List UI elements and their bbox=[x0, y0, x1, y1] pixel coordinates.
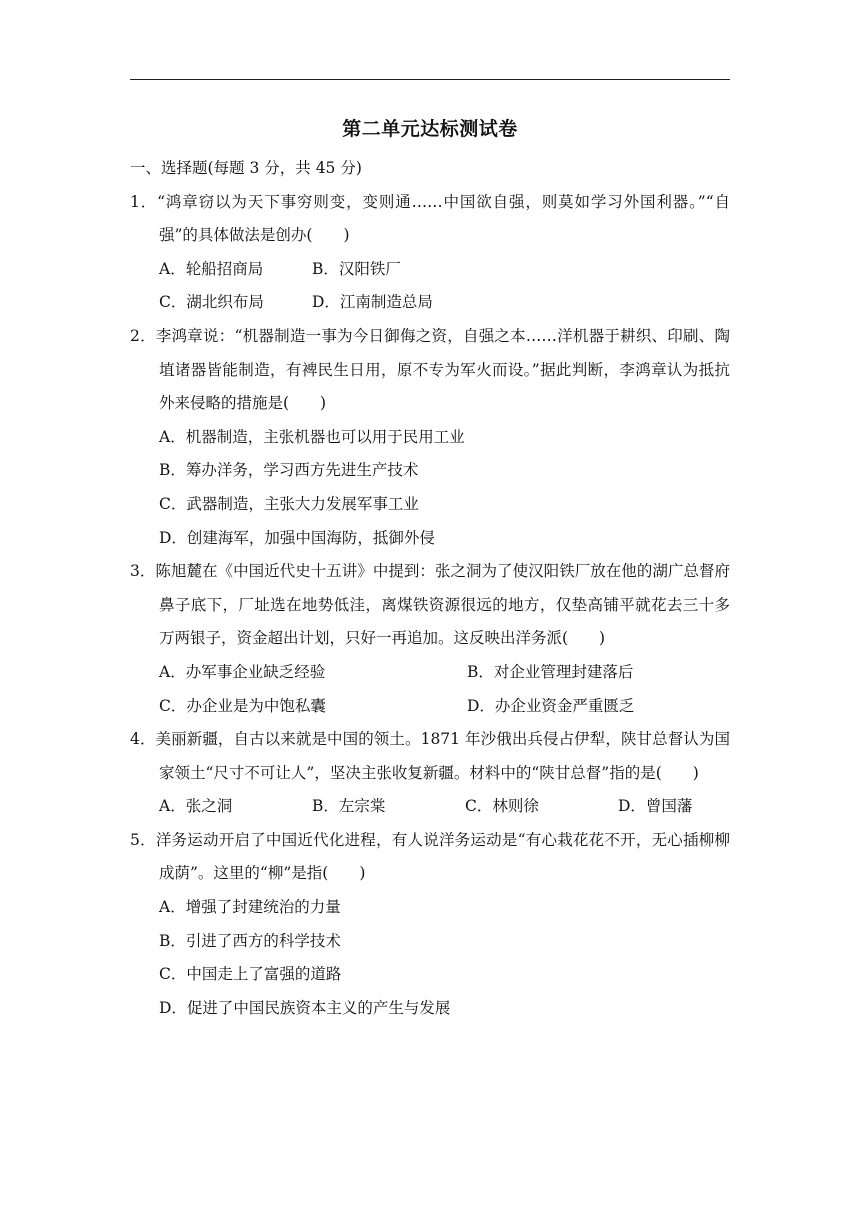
answer-options bbox=[159, 421, 730, 555]
page-title: 第二单元达标测试卷 bbox=[342, 118, 518, 140]
option-a: A．张之洞 bbox=[159, 797, 233, 816]
option-c: C．办企业是为中饱私囊 bbox=[159, 696, 326, 715]
question-stem: 1．“鸿章窃以为天下事穷则变，变则通……中国欲自强，则莫如学习外国利器。”“自强”的具体做法是创办( ) bbox=[130, 192, 730, 245]
question-stem: 3．陈旭麓在《中国近代史十五讲》中提到：张之洞为了使汉阳铁厂放在他的湖广总督府鼻子底下，厂址选在地势低洼，离煤铁资源很远的地方，仅垫高铺平就花去三十多万两银子，资金超出计划，只好一再追加。这反映出洋务派( ) bbox=[130, 562, 730, 648]
option-b: B．引进了西方的科学技术 bbox=[159, 931, 341, 950]
option-a: A．机器制造，主张机器也可以用于民用工业 bbox=[159, 427, 465, 446]
question-stem: 5．洋务运动开启了中国近代化进程，有人说洋务运动是“有心栽花花不开，无心插柳柳成荫”。这里的“柳”是指( ) bbox=[130, 830, 730, 883]
option-b: B．对企业管理封建落后 bbox=[467, 662, 634, 681]
option-c: C．中国走上了富强的道路 bbox=[159, 965, 342, 984]
question-3 bbox=[130, 555, 730, 723]
question-stem: 4．美丽新疆，自古以来就是中国的领土。1871 年沙俄出兵侵占伊犁，陕甘总督认为国家领土“尺寸不可让人”，坚决主张收复新疆。材料中的“陕甘总督”指的是( ) bbox=[130, 730, 730, 782]
option-b: B．汉阳铁厂 bbox=[312, 259, 401, 278]
answer-options bbox=[159, 253, 730, 320]
question-5 bbox=[130, 824, 730, 1026]
answer-options bbox=[159, 656, 730, 723]
question-2 bbox=[130, 320, 730, 555]
option-d: D．办企业资金严重匮乏 bbox=[467, 696, 635, 715]
question-1 bbox=[130, 186, 730, 320]
option-a: A．轮船招商局 bbox=[159, 259, 264, 278]
option-c: C．武器制造，主张大力发展军事工业 bbox=[159, 494, 419, 513]
answer-options bbox=[159, 891, 730, 1025]
option-d: D．曾国藩 bbox=[618, 797, 693, 816]
header-rule bbox=[130, 79, 730, 80]
section-heading: 一、选择题(每题 3 分，共 45 分) bbox=[130, 159, 362, 177]
option-d: D．促进了中国民族资本主义的产生与发展 bbox=[159, 998, 451, 1017]
option-b: B．左宗棠 bbox=[312, 797, 386, 816]
answer-options bbox=[159, 790, 730, 824]
option-a: A．办军事企业缺乏经验 bbox=[159, 662, 326, 681]
option-c: C．湖北织布局 bbox=[159, 293, 264, 312]
question-stem: 2．李鸿章说：“机器制造一事为今日御侮之资，自强之本……洋机器于耕织、印刷、陶埴诸器皆能制造，有裨民生日用，原不专为军火而设。”据此判断，李鸿章认为抵抗外来侵略的措施是( ) bbox=[130, 326, 730, 413]
option-d: D．创建海军，加强中国海防，抵御外侵 bbox=[159, 528, 435, 547]
option-d: D．江南制造总局 bbox=[312, 293, 433, 312]
question-4 bbox=[130, 723, 730, 824]
exam-content bbox=[130, 152, 730, 1025]
option-a: A．增强了封建统治的力量 bbox=[159, 898, 341, 917]
option-b: B．筹办洋务，学习西方先进生产技术 bbox=[159, 461, 419, 480]
option-c: C．林则徐 bbox=[465, 797, 539, 816]
